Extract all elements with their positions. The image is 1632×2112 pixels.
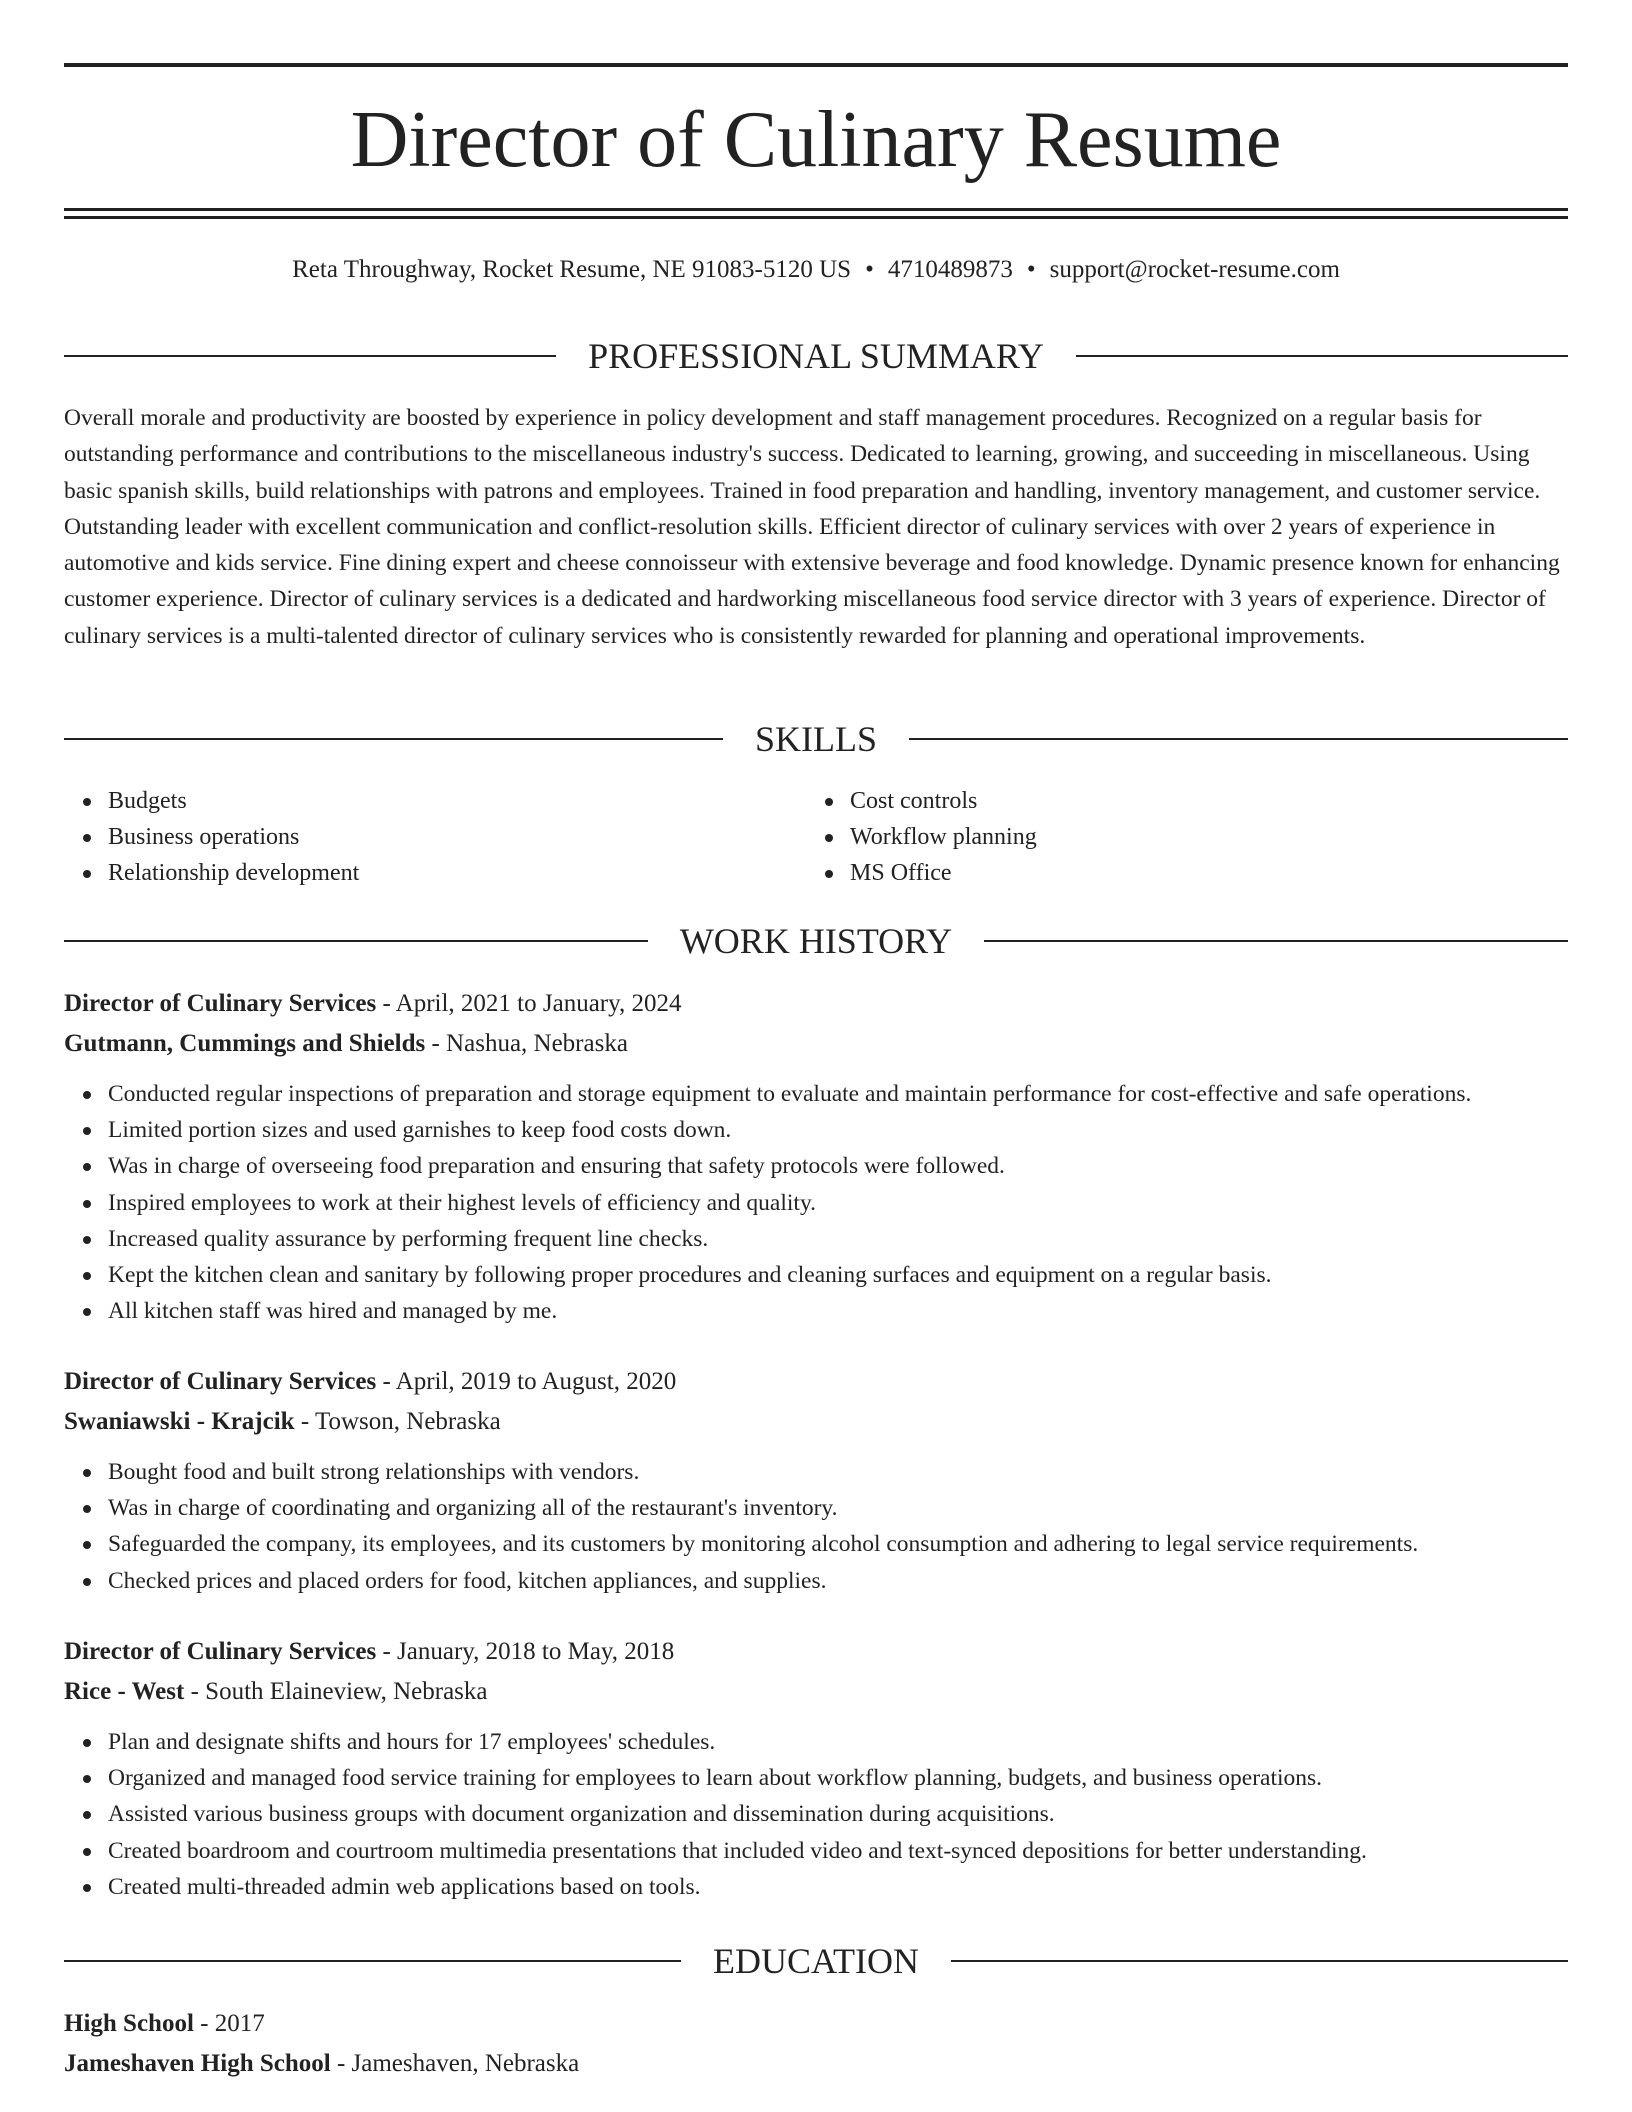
skills-column-right xyxy=(806,783,1548,891)
job-dates: - April, 2019 to August, 2020 xyxy=(382,1368,677,1395)
job-bullets xyxy=(64,1076,1568,1329)
page-title: Director of Culinary Resume xyxy=(350,96,1282,184)
section-heading-summary xyxy=(64,334,1568,378)
job-company: Rice - West xyxy=(64,1678,185,1705)
contact-separator: • xyxy=(1026,256,1036,283)
job-company-line xyxy=(64,1672,1568,1712)
job-location: - Towson, Nebraska xyxy=(300,1408,501,1435)
skills-column-left xyxy=(64,783,806,891)
summary-text: Overall morale and productivity are boosted by experience in policy development and staff management procedures. Recognized on a regular basis for outstanding performance and contributions to the miscellaneous industry's success. Dedicated to learning, growing, and succeeding in miscellaneous. Using basic spanish skills, build relationships with patrons and employees. Trained in food preparation and handling, inventory management, and customer service. Outstanding leader with excellent communication and conflict-resolution skills. Efficient director of culinary services with over 2 years of experience in automotive and kids service. Fine dining expert and cheese connoisseur with extensive beverage and food knowledge. Dynamic presence known for enhancing customer experience. Director of culinary services is a dedicated and hardworking miscellaneous food service director with 3 years of experience. Director of culinary services is a multi-talented director of culinary services who is consistently rewarded for planning and operational improvements. xyxy=(64,405,1560,649)
job-bullet: Assisted various business groups with document organization and dissemination during acquisitions. xyxy=(108,1796,1568,1832)
job-bullet: Created multi-threaded admin web applications based on tools. xyxy=(108,1869,1568,1905)
skill-item: Business operations xyxy=(108,819,806,855)
job-bullet: Inspired employees to work at their highest levels of efficiency and quality. xyxy=(108,1185,1568,1221)
section-heading-education xyxy=(64,1939,1568,1983)
divider-line xyxy=(64,1960,681,1962)
job-entry xyxy=(64,1632,1568,1905)
job-company-line xyxy=(64,1402,1568,1442)
job-bullet: Limited portion sizes and used garnishes to keep food costs down. xyxy=(108,1112,1568,1148)
job-bullet: Plan and designate shifts and hours for 17 employees' schedules. xyxy=(108,1724,1568,1760)
education-degree: High School xyxy=(64,2010,194,2037)
contact-phone: 4710489873 xyxy=(887,256,1013,283)
job-bullet: Safeguarded the company, its employees, and its customers by monitoring alcohol consumption and adhering to legal service requirements. xyxy=(108,1526,1568,1562)
job-bullet: Created boardroom and courtroom multimedia presentations that included video and text-synced depositions for better understanding. xyxy=(108,1833,1568,1869)
job-bullet: Checked prices and placed orders for food, kitchen appliances, and supplies. xyxy=(108,1563,1568,1599)
job-location: - South Elaineview, Nebraska xyxy=(190,1678,488,1705)
section-heading-work xyxy=(64,919,1568,963)
education-school-line xyxy=(64,2044,1568,2084)
job-title: Director of Culinary Services xyxy=(64,1638,377,1665)
job-company-line xyxy=(64,1024,1568,1064)
job-title: Director of Culinary Services xyxy=(64,1368,377,1395)
skill-item: Cost controls xyxy=(850,783,1548,819)
job-bullet: Kept the kitchen clean and sanitary by following proper procedures and cleaning surfaces and equipment on a regular basis. xyxy=(108,1257,1568,1293)
skill-item: Budgets xyxy=(108,783,806,819)
job-dates: - January, 2018 to May, 2018 xyxy=(382,1638,675,1665)
job-dates: - April, 2021 to January, 2024 xyxy=(382,990,682,1017)
job-bullets xyxy=(64,1724,1568,1905)
job-bullet: Organized and managed food service training for employees to learn about workflow planning, budgets, and business operations. xyxy=(108,1760,1568,1796)
contact-separator: • xyxy=(865,256,874,283)
job-bullet: Bought food and built strong relationships with vendors. xyxy=(108,1454,1568,1490)
divider-line xyxy=(984,940,1568,942)
section-title: EDUCATION xyxy=(713,1941,919,1981)
skills-list xyxy=(64,783,1568,891)
divider-line xyxy=(909,738,1568,740)
title-bottom-rule xyxy=(64,208,1568,211)
divider-line xyxy=(64,940,648,942)
section-heading-skills xyxy=(64,717,1568,761)
education-year: - 2017 xyxy=(200,2010,265,2037)
skill-item: Relationship development xyxy=(108,855,806,891)
job-entry xyxy=(64,984,1568,1329)
education-entry xyxy=(64,2004,1568,2084)
contact-line xyxy=(64,254,1568,286)
section-title: PROFESSIONAL SUMMARY xyxy=(588,336,1044,376)
education-location: - Jameshaven, Nebraska xyxy=(336,2050,580,2077)
section-title: WORK HISTORY xyxy=(679,921,953,961)
contact-email: support@rocket-resume.com xyxy=(1049,256,1340,283)
divider-line xyxy=(1076,355,1568,357)
job-location: - Nashua, Nebraska xyxy=(431,1030,628,1057)
job-bullet: Was in charge of coordinating and organizing all of the restaurant's inventory. xyxy=(108,1490,1568,1526)
education-school: Jameshaven High School xyxy=(64,2050,331,2077)
job-entry xyxy=(64,1362,1568,1599)
divider-line xyxy=(951,1960,1568,1962)
skill-item: Workflow planning xyxy=(850,819,1548,855)
job-bullet: Increased quality assurance by performing frequent line checks. xyxy=(108,1221,1568,1257)
job-company: Gutmann, Cummings and Shields xyxy=(64,1030,426,1057)
education-degree-line xyxy=(64,2004,1568,2044)
section-title: SKILLS xyxy=(755,719,878,759)
job-title: Director of Culinary Services xyxy=(64,990,377,1017)
job-title-line xyxy=(64,1632,1568,1672)
skill-item: MS Office xyxy=(850,855,1548,891)
job-title-line xyxy=(64,1362,1568,1402)
job-company: Swaniawski - Krajcik xyxy=(64,1408,295,1435)
divider-line xyxy=(64,738,723,740)
job-bullet: All kitchen staff was hired and managed by me. xyxy=(108,1293,1568,1329)
job-bullet: Was in charge of overseeing food preparation and ensuring that safety protocols were followed. xyxy=(108,1148,1568,1184)
job-bullet: Conducted regular inspections of preparation and storage equipment to evaluate and maintain performance for cost-effective and safe operations. xyxy=(108,1076,1568,1112)
title-top-rule xyxy=(64,63,1568,67)
title-bottom-rule-2 xyxy=(64,216,1568,219)
divider-line xyxy=(64,355,556,357)
job-bullets xyxy=(64,1454,1568,1599)
contact-address: Reta Throughway, Rocket Resume, NE 91083-5120 US xyxy=(292,256,852,283)
job-title-line xyxy=(64,984,1568,1024)
